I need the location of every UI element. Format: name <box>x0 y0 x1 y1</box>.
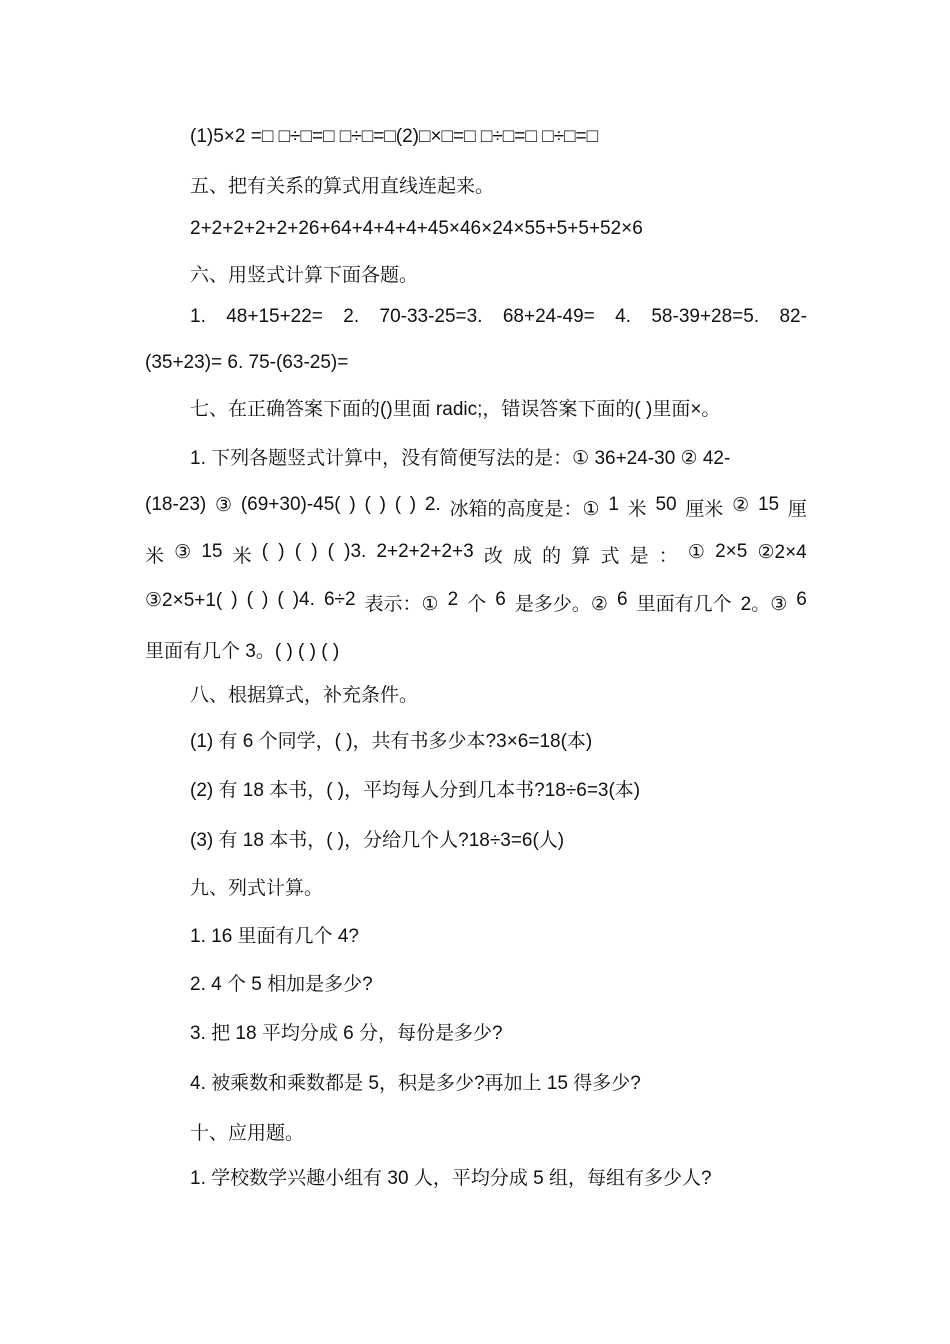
problem-4-blanks: (1)5×2 =□ □÷□=□ □÷□=□(2)□×□=□ □÷□=□ □÷□=□ <box>190 126 599 147</box>
section-5-expressions: 2+2+2+2+2+26+64+4+4+4+45×46×24×55+5+5+52×6 <box>190 218 643 239</box>
text-segment: 式 <box>600 546 620 567</box>
text-segment: 2+2+2+2+3 <box>376 541 474 562</box>
text-segment: 1. <box>190 306 206 327</box>
text-segment: 厘 <box>787 499 807 520</box>
text-segment: 是多少。② <box>514 594 608 615</box>
text-segment: 50 <box>655 494 677 515</box>
text-segment: ( <box>277 589 284 610</box>
text-segment: (18-23) <box>145 494 207 515</box>
section-7-line-3 <box>145 541 807 568</box>
text-segment: ： <box>658 546 678 567</box>
text-segment: ③ <box>215 495 233 516</box>
text-segment: 表示：① <box>364 594 439 615</box>
text-segment: ) <box>262 589 269 610</box>
text-segment: ( <box>246 589 253 610</box>
text-segment: (69+30)-45( <box>240 494 341 515</box>
text-segment: 冰箱的高度是：① <box>449 499 600 520</box>
text-segment: 2。③ <box>740 594 788 615</box>
text-segment: ) <box>278 541 285 562</box>
section-8-item-1: (1) 有 6 个同学，( )，共有书多少本?3×6=18(本) <box>190 731 593 752</box>
text-segment: ( <box>294 541 302 562</box>
text-segment: 里面有几个 <box>636 594 732 615</box>
text-segment: ① <box>687 542 705 563</box>
text-segment: 6 <box>796 589 807 610</box>
text-segment: ( <box>394 494 402 515</box>
text-segment: 58-39+28=5. <box>651 306 760 327</box>
text-segment: 2. <box>424 494 441 515</box>
text-segment: 算 <box>571 546 591 567</box>
text-segment: ② <box>732 495 750 516</box>
text-segment: )4. <box>292 589 315 610</box>
section-9-item-2: 2. 4 个 5 相加是多少? <box>190 974 373 995</box>
text-segment: ) <box>379 494 386 515</box>
text-segment: ②2×4 <box>757 542 807 563</box>
text-segment: 是 <box>629 546 649 567</box>
text-segment: 2 <box>447 589 459 610</box>
text-segment: ( <box>327 541 334 562</box>
section-6-line-1 <box>190 306 807 328</box>
text-segment: 68+24-49= <box>502 306 595 327</box>
text-segment: 成 <box>512 546 532 567</box>
section-10-heading: 十、应用题。 <box>190 1123 305 1144</box>
text-segment: 6 <box>616 589 628 610</box>
text-segment: 米 <box>232 546 252 567</box>
text-segment: ③2×5+1( <box>145 590 223 611</box>
text-segment: 82- <box>779 306 807 327</box>
section-7-line-5: 里面有几个 3。( ) ( ) ( ) <box>145 641 340 662</box>
text-segment: 48+15+22= <box>226 306 323 327</box>
text-segment: 的 <box>542 546 562 567</box>
text-segment: 改 <box>483 546 503 567</box>
text-segment: 15 <box>201 541 223 562</box>
text-segment: 厘米 <box>685 499 724 520</box>
section-7-heading: 七、在正确答案下面的()里面 radic;，错误答案下面的( )里面×。 <box>190 399 721 420</box>
section-7-line-4 <box>145 589 807 616</box>
text-segment: ) <box>409 494 417 515</box>
text-segment: ) <box>231 589 238 610</box>
text-segment: 6 <box>495 589 506 610</box>
text-segment: ) <box>349 494 356 515</box>
text-segment: 1 <box>608 494 619 515</box>
section-9-item-1: 1. 16 里面有几个 4? <box>190 926 359 947</box>
text-segment: 6÷2 <box>323 589 356 610</box>
text-segment: )3. <box>344 541 367 562</box>
text-segment: 15 <box>757 494 780 515</box>
section-6-line-2: (35+23)= 6. 75-(63-25)= <box>145 352 349 373</box>
text-segment: ) <box>311 541 318 562</box>
text-segment: 2. <box>343 306 360 327</box>
text-segment: 个 <box>467 594 487 615</box>
section-7-q1: 1. 下列各题竖式计算中，没有简便写法的是：① 36+24-30 ② 42- <box>190 448 731 469</box>
text-segment: 2×5 <box>715 541 748 562</box>
section-10-item-1: 1. 学校数学兴趣小组有 30 人，平均分成 5 组，每组有多少人? <box>190 1168 712 1189</box>
section-6-heading: 六、用竖式计算下面各题。 <box>190 265 419 286</box>
text-segment: 米 <box>627 499 647 520</box>
section-9-item-3: 3. 把 18 平均分成 6 分，每份是多少? <box>190 1023 503 1044</box>
text-segment: 米 <box>145 546 165 567</box>
section-8-item-3: (3) 有 18 本书，( )，分给几个人?18÷3=6(人) <box>190 830 565 851</box>
section-8-heading: 八、根据算式，补充条件。 <box>190 685 419 706</box>
section-8-item-2: (2) 有 18 本书，( )，平均每人分到几本书?18÷6=3(本) <box>190 780 641 801</box>
section-9-heading: 九、列式计算。 <box>190 878 324 899</box>
text-segment: ( <box>364 494 371 515</box>
section-9-item-4: 4. 被乘数和乘数都是 5，积是多少?再加上 15 得多少? <box>190 1073 641 1094</box>
text-segment: 4. <box>615 306 631 327</box>
section-7-line-2 <box>145 494 807 521</box>
section-5-heading: 五、把有关系的算式用直线连起来。 <box>190 176 495 197</box>
text-segment: ( <box>261 541 269 562</box>
text-segment: 70-33-25=3. <box>379 306 483 327</box>
text-segment: ③ <box>174 542 192 563</box>
